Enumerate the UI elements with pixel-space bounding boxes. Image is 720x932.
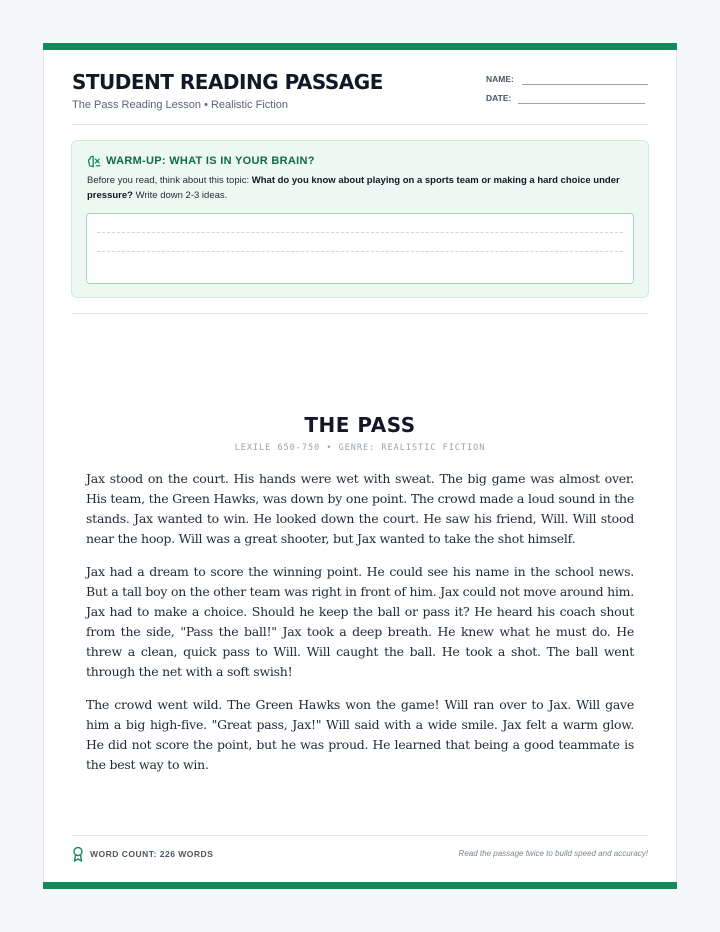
answer-line-2 [97,251,623,252]
warmup-prompt [87,173,627,203]
bottom-accent-band [43,882,677,889]
header-divider [72,124,648,125]
passage-paragraph: The crowd went wild. The Green Hawks won the game! Will ran over to Jax. Will gave him a big high-five. "Great pass, Jax!" Will said with a wide smile. Jax felt a warm glow. He did not score the point, but he was proud. He learned that being a good teammate is the best way to win. [86,697,634,772]
answer-line-1 [97,232,623,233]
ribbon-icon [72,846,84,862]
warmup-answer-box[interactable] [86,213,634,284]
passage-title: THE PASS [304,413,416,437]
warmup-title: WARM-UP: WHAT IS IN YOUR BRAIN? [106,155,315,167]
page-subtitle: The Pass Reading Lesson • Realistic Fiction [72,99,289,111]
warmup-prompt-question: What do you know about playing on a sports team or making a hard choice under pressure? [87,175,620,201]
name-field[interactable] [522,84,648,85]
top-accent-band [43,43,677,50]
passage-paragraph: Jax had a dream to score the winning point. He could see his name in the school news. But a tall boy on the other team was right in front of him. Jax could not move around him. Jax had to make a choice. Should he keep the ball or pass it? He heard his coach shout from the side, "Pass the ball!" Jax took a deep breath. He knew what he must do. He threw a clean, quick pass to Will. Will caught the ball. He took a shot. The ball went through the net with a soft swish! [86,564,634,679]
word-count: WORD COUNT: 226 WORDS [90,849,214,859]
warmup-prompt-outro: Write down 2-3 ideas. [132,190,228,201]
section-divider [72,313,648,314]
footer-divider [72,835,648,836]
date-label: DATE: [486,93,512,103]
passage-body [86,469,634,788]
passage-meta: LEXILE 650-750 • GENRE: REALISTIC FICTION [234,443,486,453]
warmup-prompt-intro: Before you read, think about this topic: [87,175,252,186]
passage-paragraph: Jax stood on the court. His hands were wet with sweat. The big game was almost over. His team, the Green Hawks, was down by one point. The crowd made a loud sound in the stands. Jax wanted to win. He looked down the court. He saw his friend, Will. Will stood near the hoop. Will was a great shooter, but Jax wanted to take the shot himself. [86,471,634,546]
date-field[interactable] [518,103,645,104]
name-label: NAME: [486,74,514,84]
page-title: STUDENT READING PASSAGE [72,70,383,94]
reading-tip: Read the passage twice to build speed and accuracy! [458,849,648,858]
brain-icon [87,154,102,169]
